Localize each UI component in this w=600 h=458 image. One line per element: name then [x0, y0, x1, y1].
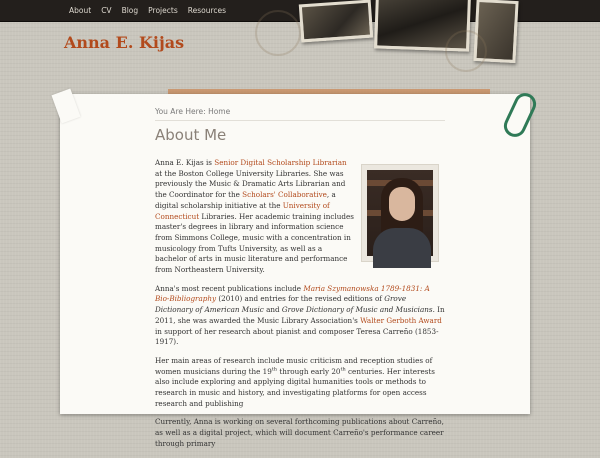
vintage-photo	[299, 0, 373, 42]
site-title[interactable]: Anna E. Kijas	[64, 33, 185, 52]
nav-item-cv[interactable]: CV	[101, 6, 112, 15]
link-szymanowska-book[interactable]: Maria Szymanowska 1789-1831: A Bio-Bibliography	[155, 283, 430, 304]
research-paragraph: Her main areas of research include music criticism and reception studies of women musicians during the 19th through early 20th centuries. Her interests also include exploring and applying digital humanities tools or methods to research in music and history, and investigating platforms for open access research and publishing	[155, 355, 435, 408]
page-title: About Me	[155, 126, 227, 144]
coffee-stain	[445, 30, 487, 72]
header-photo-collage	[255, 0, 525, 60]
breadcrumb-current: Home	[208, 107, 231, 116]
nav-item-projects[interactable]: Projects	[148, 6, 178, 15]
link-scholars-collaborative[interactable]: Scholars' Collaborative	[242, 190, 327, 200]
link-uconn[interactable]: University of Connecticut	[155, 200, 330, 221]
coffee-stain	[255, 10, 301, 56]
link-senior-librarian[interactable]: Senior Digital Scholarship Librarian	[214, 158, 347, 167]
nav-item-blog[interactable]: Blog	[121, 6, 139, 15]
nav-item-resources[interactable]: Resources	[187, 6, 227, 15]
breadcrumb-prefix: You Are Here:	[155, 107, 206, 116]
nav-item-about[interactable]: About	[69, 6, 92, 15]
link-gerboth-award[interactable]: Walter Gerboth Award	[360, 315, 442, 325]
breadcrumb	[155, 107, 445, 121]
bio-paragraph: Anna E. Kijas is Senior Digital Scholarship Librarian at the Boston College University Libraries. She was previously the Music & Dramatic Arts Librarian and the Coordinator for the Scholars' Collaborative, a digital scholarship initiative at the University of Connecticut Libraries. Her academic training includes master's degrees in library and information science from Simmons College, music with a concentration in musicology from Tufts University, as well as a bachelor of arts in music literature and performance from Northeastern University.	[155, 158, 354, 275]
publications-paragraph: Anna's most recent publications include Maria Szymanowska 1789-1831: A Bio-Bibliography (2010) and entries for the revised editions of Grove Dictionary of American Music and Grove Dictionary of Music and Musicians. In 2011, she was awarded the Music Library Association's Walter Gerboth Award in support of her research about pianist and composer Teresa Carreño (1853-1917).	[155, 283, 445, 347]
current-work-paragraph: Currently, Anna is working on several forthcoming publications about Carreño, as well as a digital project, which will document Carreño's performance career through primary	[155, 417, 444, 448]
main-content	[155, 158, 446, 458]
